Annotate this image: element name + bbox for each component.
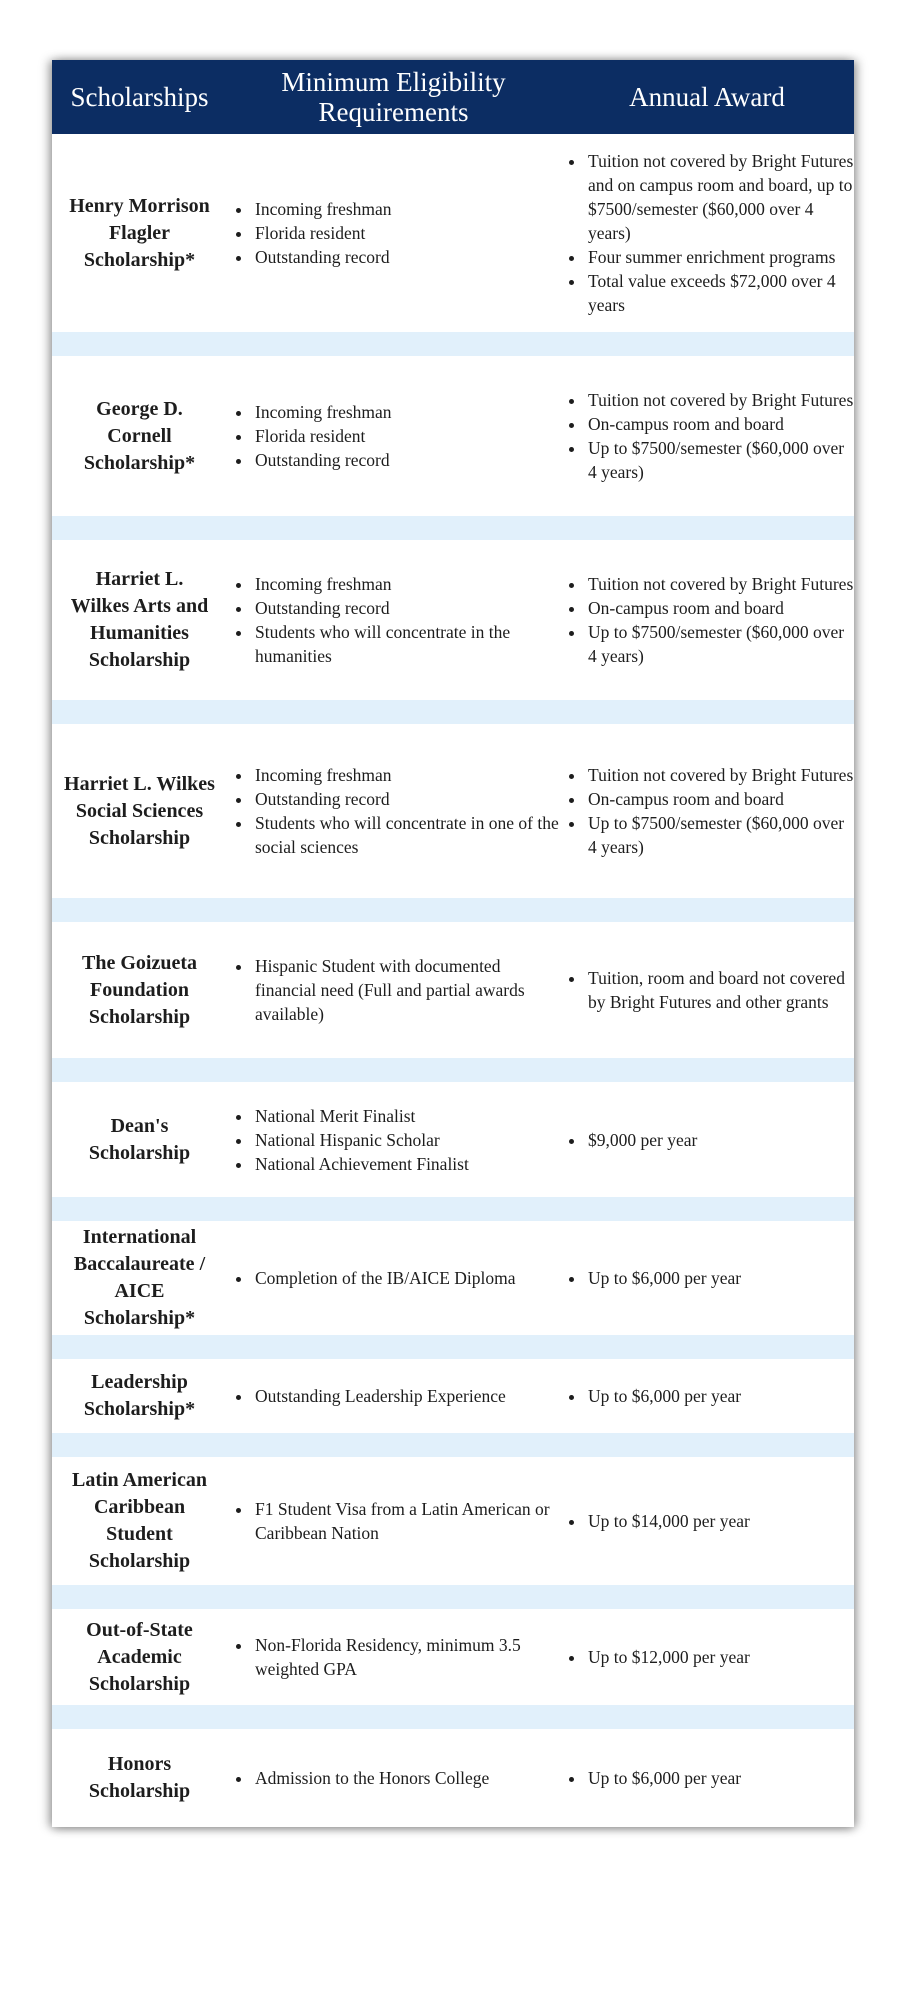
award-item: • Four summer enrichment programs bbox=[586, 245, 854, 269]
award-item: • Tuition not covered by Bright Futures bbox=[586, 572, 854, 596]
scholarship-name bbox=[52, 1224, 227, 1332]
requirement-item: • Outstanding record bbox=[253, 787, 560, 811]
scholarship-name-line: Honors bbox=[107, 1753, 172, 1775]
requirement-item: • Outstanding record bbox=[253, 245, 560, 269]
award-cell-list bbox=[566, 388, 854, 484]
requirement-item: • Students who will concentrate in the humanities bbox=[253, 620, 560, 668]
requirement-item: • Florida resident bbox=[253, 424, 560, 448]
award-item: • Tuition not covered by Bright Futures bbox=[586, 388, 854, 412]
table-row bbox=[52, 540, 854, 724]
scholarship-name-line: The Goizueta bbox=[82, 951, 197, 974]
table-row bbox=[52, 1729, 854, 1827]
scholarship-name bbox=[52, 566, 227, 674]
table-row bbox=[52, 724, 854, 922]
award-item: • Up to $6,000 per year bbox=[586, 1266, 854, 1290]
award-item: • Total value exceeds $72,000 over 4 years bbox=[586, 269, 854, 317]
award-cell bbox=[560, 388, 854, 484]
requirements-cell-list bbox=[233, 400, 560, 472]
award-cell-list bbox=[566, 572, 854, 668]
award-cell-list bbox=[566, 149, 854, 317]
header-requirements bbox=[227, 67, 560, 127]
requirement-item: • F1 Student Visa from a Latin American or Caribbean Nation bbox=[253, 1497, 560, 1545]
award-item: • Up to $6,000 per year bbox=[586, 1384, 854, 1408]
award-item: • Up to $6,000 per year bbox=[586, 1766, 854, 1790]
scholarship-name-line: Scholarship bbox=[88, 649, 191, 671]
requirement-item: • Students who will concentrate in one of the social sciences bbox=[253, 811, 560, 859]
scholarship-name-line: Scholarship bbox=[88, 1005, 191, 1028]
requirements-cell-list bbox=[233, 1104, 560, 1176]
requirements-cell bbox=[227, 197, 560, 269]
award-item: • Tuition not covered by Bright Futures bbox=[586, 763, 854, 787]
award-cell bbox=[560, 1384, 854, 1408]
scholarship-name-line: Scholarship bbox=[88, 1780, 191, 1802]
table-row bbox=[52, 1609, 854, 1729]
requirement-item: • National Hispanic Scholar bbox=[253, 1128, 560, 1152]
scholarship-name bbox=[52, 1113, 227, 1167]
award-cell bbox=[560, 1128, 854, 1152]
scholarship-name-line: Scholarship bbox=[88, 1141, 191, 1164]
requirements-cell-list bbox=[233, 572, 560, 668]
award-cell-list bbox=[566, 1509, 854, 1533]
award-cell bbox=[560, 1509, 854, 1533]
award-cell bbox=[560, 572, 854, 668]
award-cell-list bbox=[566, 1128, 854, 1152]
award-cell bbox=[560, 1645, 854, 1669]
requirements-cell-list bbox=[233, 954, 560, 1026]
scholarship-name-line: Student bbox=[106, 1523, 173, 1545]
scholarship-name-line: Scholarship* bbox=[83, 1398, 196, 1420]
award-cell bbox=[560, 763, 854, 859]
scholarship-name-line: Scholarship bbox=[88, 826, 191, 849]
header-requirements-line2: Requirements bbox=[318, 97, 469, 127]
award-item: • On-campus room and board bbox=[586, 412, 854, 436]
requirement-item: • Incoming freshman bbox=[253, 572, 560, 596]
table-row bbox=[52, 922, 854, 1082]
award-cell-list bbox=[566, 763, 854, 859]
scholarship-name bbox=[52, 193, 227, 274]
requirements-cell-list bbox=[233, 1766, 560, 1790]
header-award: Annual Award bbox=[629, 82, 785, 112]
requirement-item: • Outstanding record bbox=[253, 596, 560, 620]
scholarship-name-line: Latin American bbox=[72, 1469, 207, 1491]
table-row bbox=[52, 1359, 854, 1457]
requirements-cell-list bbox=[233, 197, 560, 269]
scholarship-name-line: Harriet L. Wilkes bbox=[64, 772, 215, 795]
requirements-cell-list bbox=[233, 1384, 560, 1408]
award-item: • On-campus room and board bbox=[586, 596, 854, 620]
requirements-cell bbox=[227, 1266, 560, 1290]
requirements-cell bbox=[227, 763, 560, 859]
table-body bbox=[52, 134, 854, 1827]
requirement-item: • Hispanic Student with documented financial need (Full and partial awards available) bbox=[253, 954, 560, 1026]
table-row bbox=[52, 1082, 854, 1221]
table-row bbox=[52, 356, 854, 540]
requirements-cell bbox=[227, 572, 560, 668]
requirements-cell bbox=[227, 1384, 560, 1408]
scholarship-name-line: Scholarship* bbox=[83, 248, 196, 271]
scholarship-name-line: Flagler bbox=[108, 221, 171, 244]
scholarship-name-line: Harriet L. bbox=[95, 568, 184, 590]
scholarship-name bbox=[52, 1369, 227, 1423]
scholarship-name bbox=[52, 396, 227, 477]
scholarship-name-line: Foundation bbox=[90, 978, 189, 1001]
award-cell bbox=[560, 966, 854, 1014]
requirements-cell-list bbox=[233, 1266, 560, 1290]
award-cell-list bbox=[566, 1266, 854, 1290]
scholarship-name-line: Caribbean bbox=[93, 1496, 186, 1518]
scholarship-name-line: Humanities bbox=[90, 622, 189, 644]
scholarship-name-line: Scholarship* bbox=[83, 451, 196, 474]
requirement-item: • Incoming freshman bbox=[253, 197, 560, 221]
requirement-item: • National Achievement Finalist bbox=[253, 1152, 560, 1176]
requirements-cell bbox=[227, 1104, 560, 1176]
award-cell bbox=[560, 149, 854, 317]
requirement-item: • National Merit Finalist bbox=[253, 1104, 560, 1128]
header-scholarships: Scholarships bbox=[70, 82, 209, 112]
scholarship-name-line: George D. bbox=[96, 397, 183, 420]
table-row bbox=[52, 1457, 854, 1609]
scholarship-name bbox=[52, 771, 227, 852]
scholarship-name bbox=[52, 1751, 227, 1805]
scholarship-name bbox=[52, 1467, 227, 1575]
scholarship-table bbox=[52, 60, 854, 1827]
scholarship-name-line: Dean's bbox=[110, 1114, 169, 1137]
scholarship-name-line: Scholarship bbox=[88, 1550, 191, 1572]
scholarship-name-line: Out-of-State bbox=[86, 1618, 193, 1641]
requirement-item: • Non-Florida Residency, minimum 3.5 weighted GPA bbox=[253, 1633, 560, 1681]
award-item: • Up to $7500/semester ($60,000 over 4 years) bbox=[586, 620, 854, 668]
award-cell-list bbox=[566, 1645, 854, 1669]
scholarship-name-line: Cornell bbox=[107, 424, 172, 447]
award-item: • On-campus room and board bbox=[586, 787, 854, 811]
award-cell bbox=[560, 1266, 854, 1290]
award-item: • $9,000 per year bbox=[586, 1128, 854, 1152]
award-item: • Tuition, room and board not covered by Bright Futures and other grants bbox=[586, 966, 854, 1014]
award-item: • Up to $7500/semester ($60,000 over 4 years) bbox=[586, 436, 854, 484]
award-cell bbox=[560, 1766, 854, 1790]
scholarship-name-line: Social Sciences bbox=[75, 799, 204, 822]
requirement-item: • Florida resident bbox=[253, 221, 560, 245]
scholarship-name bbox=[52, 1617, 227, 1698]
requirements-cell-list bbox=[233, 1633, 560, 1681]
requirement-item: • Incoming freshman bbox=[253, 763, 560, 787]
award-item: • Up to $14,000 per year bbox=[586, 1509, 854, 1533]
scholarship-name-line: Baccalaureate / bbox=[73, 1253, 206, 1275]
requirement-item: • Completion of the IB/AICE Diploma bbox=[253, 1266, 560, 1290]
requirement-item: • Incoming freshman bbox=[253, 400, 560, 424]
requirement-item: • Outstanding record bbox=[253, 448, 560, 472]
scholarship-name-line: AICE bbox=[114, 1280, 165, 1302]
requirement-item: • Outstanding Leadership Experience bbox=[253, 1384, 560, 1408]
scholarship-name-line: Leadership bbox=[91, 1371, 188, 1393]
award-item: • Up to $12,000 per year bbox=[586, 1645, 854, 1669]
requirements-cell bbox=[227, 954, 560, 1026]
table-header bbox=[52, 60, 854, 134]
award-cell-list bbox=[566, 1384, 854, 1408]
requirements-cell bbox=[227, 1497, 560, 1545]
scholarship-name-line: Wilkes Arts and bbox=[70, 595, 209, 617]
table-row bbox=[52, 134, 854, 356]
requirements-cell-list bbox=[233, 763, 560, 859]
requirements-cell bbox=[227, 1766, 560, 1790]
award-item: • Tuition not covered by Bright Futures and on campus room and board, up to $7500/semester ($60,000 over 4 years) bbox=[586, 149, 854, 245]
scholarship-name-line: Henry Morrison bbox=[69, 194, 210, 217]
header-requirements-line1: Minimum Eligibility bbox=[281, 67, 506, 97]
scholarship-name bbox=[52, 950, 227, 1031]
requirement-item: • Admission to the Honors College bbox=[253, 1766, 560, 1790]
scholarship-name-line: International bbox=[82, 1226, 197, 1248]
award-cell-list bbox=[566, 966, 854, 1014]
scholarship-name-line: Academic bbox=[97, 1645, 182, 1668]
table-row bbox=[52, 1221, 854, 1359]
requirements-cell-list bbox=[233, 1497, 560, 1545]
award-cell-list bbox=[566, 1766, 854, 1790]
award-item: • Up to $7500/semester ($60,000 over 4 years) bbox=[586, 811, 854, 859]
scholarship-name-line: Scholarship bbox=[88, 1672, 191, 1695]
requirements-cell bbox=[227, 1633, 560, 1681]
scholarship-name-line: Scholarship* bbox=[83, 1307, 196, 1329]
requirements-cell bbox=[227, 400, 560, 472]
